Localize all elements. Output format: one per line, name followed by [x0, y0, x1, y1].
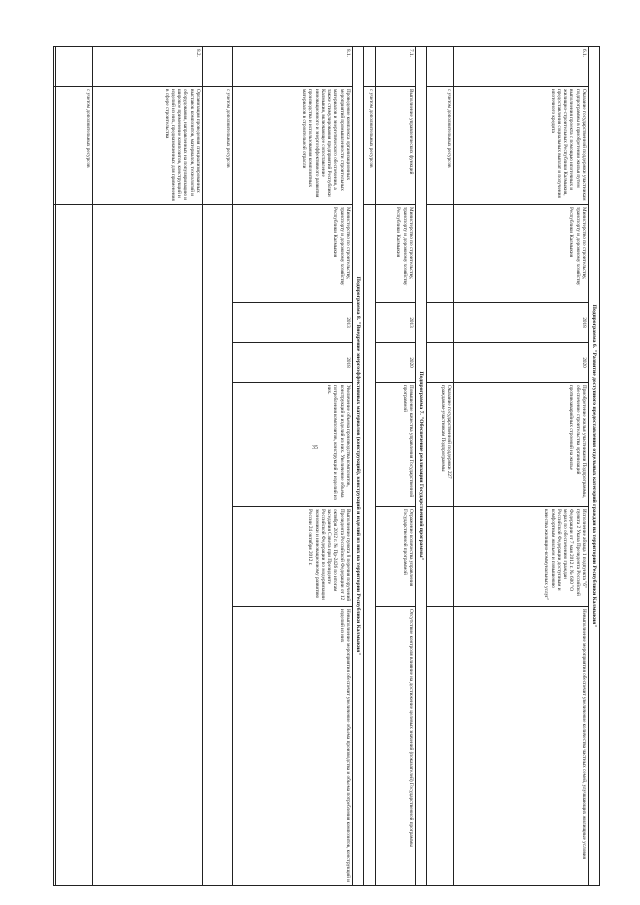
- start-year: 2013: [232, 302, 352, 342]
- table-row: [426, 46, 454, 886]
- activity-name: [453, 86, 588, 204]
- indicator-link: Отражение количества управления Государственной программой: [375, 506, 415, 606]
- expected-result: [453, 382, 588, 506]
- end-year: 2020: [453, 342, 588, 382]
- executor: Министерство по строительству, транспорту и дорожному хозяйству Республики Калмыкия: [453, 204, 588, 302]
- end-year: 2020: [375, 342, 415, 382]
- expected-result: Увеличение объема производства композитов, конструкций и изделий из них. Увеличение объема потребления композитов, конструкций и изделий из них.: [232, 382, 352, 506]
- row-number: 7.1.: [375, 46, 415, 86]
- table-row: [53, 46, 93, 886]
- table-row: [363, 46, 376, 886]
- rotated-table: [55, 46, 600, 886]
- activity-sub: с учетом дополнительных ресурсов: [426, 86, 453, 204]
- consequences: Невыполнение мероприятия обеспечит увеличение количества частных семей, улучшающих жилищные условия: [453, 606, 588, 886]
- activity-name: Проведение комплекса организационных мероприятий промышленности строительных материалов и энергетического обеспечения, а также стимулирования предприятий Республики Калмыкия, включающее сопоставление инновационного и энергоэффективного развития производства и использования композитных материалов в строительной отрасли: [232, 86, 352, 204]
- table-sheet: [55, 46, 600, 886]
- indicator-link: Исполнение абзаца 1 подпункта "б" пункта 2 Указа Президента Российской Федерации от 7 мая 2012 г. № 600 "О мерах по обеспечению граждан Российской Федерации доступным и комфортным жильем и повышению качества жилищно-коммунальных услуг": [453, 506, 588, 606]
- consequences: Отсутствие контроля влияние на достижение целевых значений (показателей) Государственной программы: [375, 606, 415, 886]
- indicator-link: Выполнение пункта 8 перечня поручений Президента Российской Федерации от 12 октября 2012 г. № Пр-2426 по итогам заседания Совета при Президенте Российской Федерации по модернизации экономики и инновационному развитию России 24 октября 2012 г.: [232, 506, 352, 606]
- page-number: 35: [312, 445, 318, 451]
- executor: Министерство по строительству, транспорту и дорожному хозяйству Республики Калмыкия: [232, 204, 352, 302]
- subprogram-title: Подпрограмма 8. "Внедрение энергоэффективных материалов (конструкций), конструкций и изделий из них на территории Республики Калмыкия": [352, 46, 363, 886]
- row-number: 8.2.: [92, 46, 202, 86]
- expected-result: Повышение качества управления Государственной программой: [375, 382, 415, 506]
- activity-sub: с учетом дополнительных ресурсов: [54, 86, 92, 204]
- activity-name: Организация проведения специализированных выставок композитов, материалов, технологий и оборудования, направленных на популяризацию и широкое применение композитов, конструкций и изделий из них, предназначенных для применения в сфере строительства: [92, 86, 202, 204]
- start-year: 2013: [375, 302, 415, 342]
- subprogram-header: [352, 46, 364, 886]
- subprogram-header: [588, 46, 600, 886]
- table-row: [232, 46, 353, 886]
- table-row: [92, 46, 203, 886]
- activity-sub: с учетом дополнительных ресурсов: [363, 86, 375, 204]
- activity-name: Выполнение управленческих функций: [375, 86, 415, 204]
- result-sub: Оказание государственной поддержки 227 гражданам-участникам Подпрограммы: [426, 382, 453, 506]
- subprogram-title: Подпрограмма 7. "Обеспечение реализации Государственной программы": [415, 46, 426, 886]
- row-number: 6.1.: [453, 46, 588, 86]
- end-year: 2018: [232, 342, 352, 382]
- activity-sub: с учетом дополнительных ресурсов: [202, 86, 232, 204]
- executor: Министерство по строительству, транспорту и дорожному хозяйству Республики Калмыкия: [375, 204, 415, 302]
- subprogram-title: Подпрограмма 6. "Развитие доступного предоставления отдельных категорий граждан на территории Республики Калмыкия": [588, 46, 599, 886]
- table-row: [202, 46, 233, 886]
- start-year: 2018: [453, 302, 588, 342]
- activity-name-text: Оказание государственной поддержки участникам подпрограммы в приобретении жилья путем выполнения проекта с помощью ипотечных и жилищно-строительных Республики Калмыкия, предоставления социальных выплат и получения ипотечного кредита: [549, 89, 587, 201]
- table-row: [453, 46, 589, 886]
- expected-result-text: Приобретение жилья участниками Подпрограммы, обеспечение строительства организаций противоаварийных строений на жилье: [568, 385, 587, 498]
- subprogram-header: [415, 46, 427, 886]
- table-row: [375, 46, 416, 886]
- row-number: 8.1.: [232, 46, 352, 86]
- consequences: Невыполнение мероприятия обеспечит увеличение объема производства и объема потребления композитов, конструкций и изделий из них: [232, 606, 352, 886]
